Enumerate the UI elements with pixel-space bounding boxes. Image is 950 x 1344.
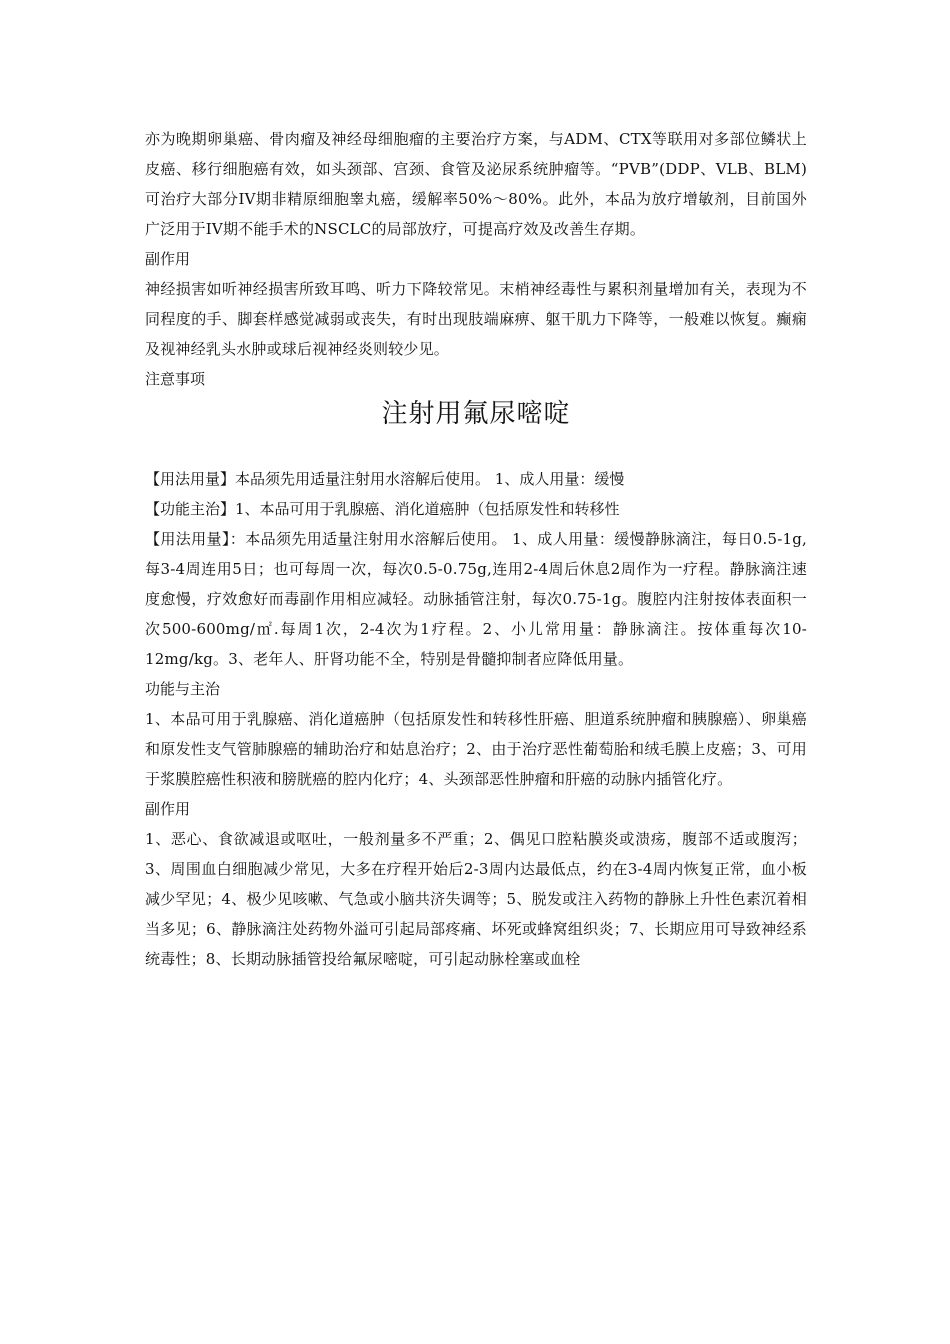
heading-drug-side-effects: 副作用 (145, 800, 191, 818)
drug-title: 注射用氟尿嘧啶 (381, 399, 571, 429)
paragraph-indications: 亦为晚期卵巢癌、骨肉瘤及神经母细胞瘤的主要治疗方案，与ADM、CTX等联用对多部位鳞状上皮癌、移行细胞癌有效，如头颈部、宫颈、食管及泌尿系统肿瘤等。“PVB”(DDP、VLB、BLM)可治疗大部分IV期非精原细胞睾丸癌，缓解率50%～80%。此外，本品为放疗增敏剂，目前国外广泛用于IV期不能手术的NSCLC的局部放疗，可提高疗效及改善生存期。 (145, 130, 807, 238)
paragraph-function-indications: 1、本品可用于乳腺癌、消化道癌肿（包括原发性和转移性肝癌、胆道系统肿瘤和胰腺癌）、卵巢癌和原发性支气管肺腺癌的辅助治疗和姑息治疗；2、由于治疗恶性葡萄胎和绒毛膜上皮癌；3、可用于浆膜腔癌性积液和膀胱癌的腔内化疗；4、头颈部恶性肿瘤和肝癌的动脉内插管化疗。 (145, 710, 807, 788)
heading-side-effects: 副作用 (145, 250, 191, 268)
paragraph-side-effects: 神经损害如听神经损害所致耳鸣、听力下降较常见。末梢神经毒性与累积剂量增加有关，表现为不同程度的手、脚套样感觉减弱或丧失，有时出现肢端麻痹、躯干肌力下降等，一般难以恢复。癫痫及视神经乳头水肿或球后视神经炎则较少见。 (145, 280, 807, 358)
heading-precautions: 注意事项 (145, 370, 206, 388)
paragraph-drug-side-effects: 1、恶心、食欲减退或呕吐，一般剂量多不严重；2、偶见口腔粘膜炎或溃疡，腹部不适或腹泻；3、周围血白细胞减少常见，大多在疗程开始后2-3周内达最低点，约在3-4周内恢复正常，血小板减少罕见；4、极少见咳嗽、气急或小脑共济失调等；5、脱发或注入药物的静脉上升性色素沉着相当多见；6、静脉滴注处药物外溢可引起局部疼痛、坏死或蜂窝组织炎；7、长期应用可导致神经系统毒性；8、长期动脉插管投给氟尿嘧啶，可引起动脉栓塞或血栓 (145, 830, 807, 968)
paragraph-usage-dosage: 【用法用量】：本品须先用适量注射用水溶解后使用。 1、成人用量：缓慢静脉滴注，每日0.5-1g,每3-4周连用5日；也可每周一次，每次0.5-0.75g,连用2-4周后休息2周作为一疗程。静脉滴注速度愈慢，疗效愈好而毒副作用相应减轻。动脉插管注射，每次0.75-1g。腹腔内注射按体表面积一次500-600mg/㎡.每周1次，2-4次为1疗程。2、小儿常用量：静脉滴注。按体重每次10-12mg/kg。3、老年人、肝肾功能不全，特别是骨髓抑制者应降低用量。 (145, 530, 807, 668)
heading-function-indications: 功能与主治 (145, 680, 221, 698)
usage-summary-line: 【用法用量】本品须先用适量注射用水溶解后使用。 1、成人用量：缓慢 (145, 470, 625, 488)
document-page (145, 124, 807, 974)
function-summary-line: 【功能主治】1、本品可用于乳腺癌、消化道癌肿（包括原发性和转移性 (145, 500, 620, 518)
